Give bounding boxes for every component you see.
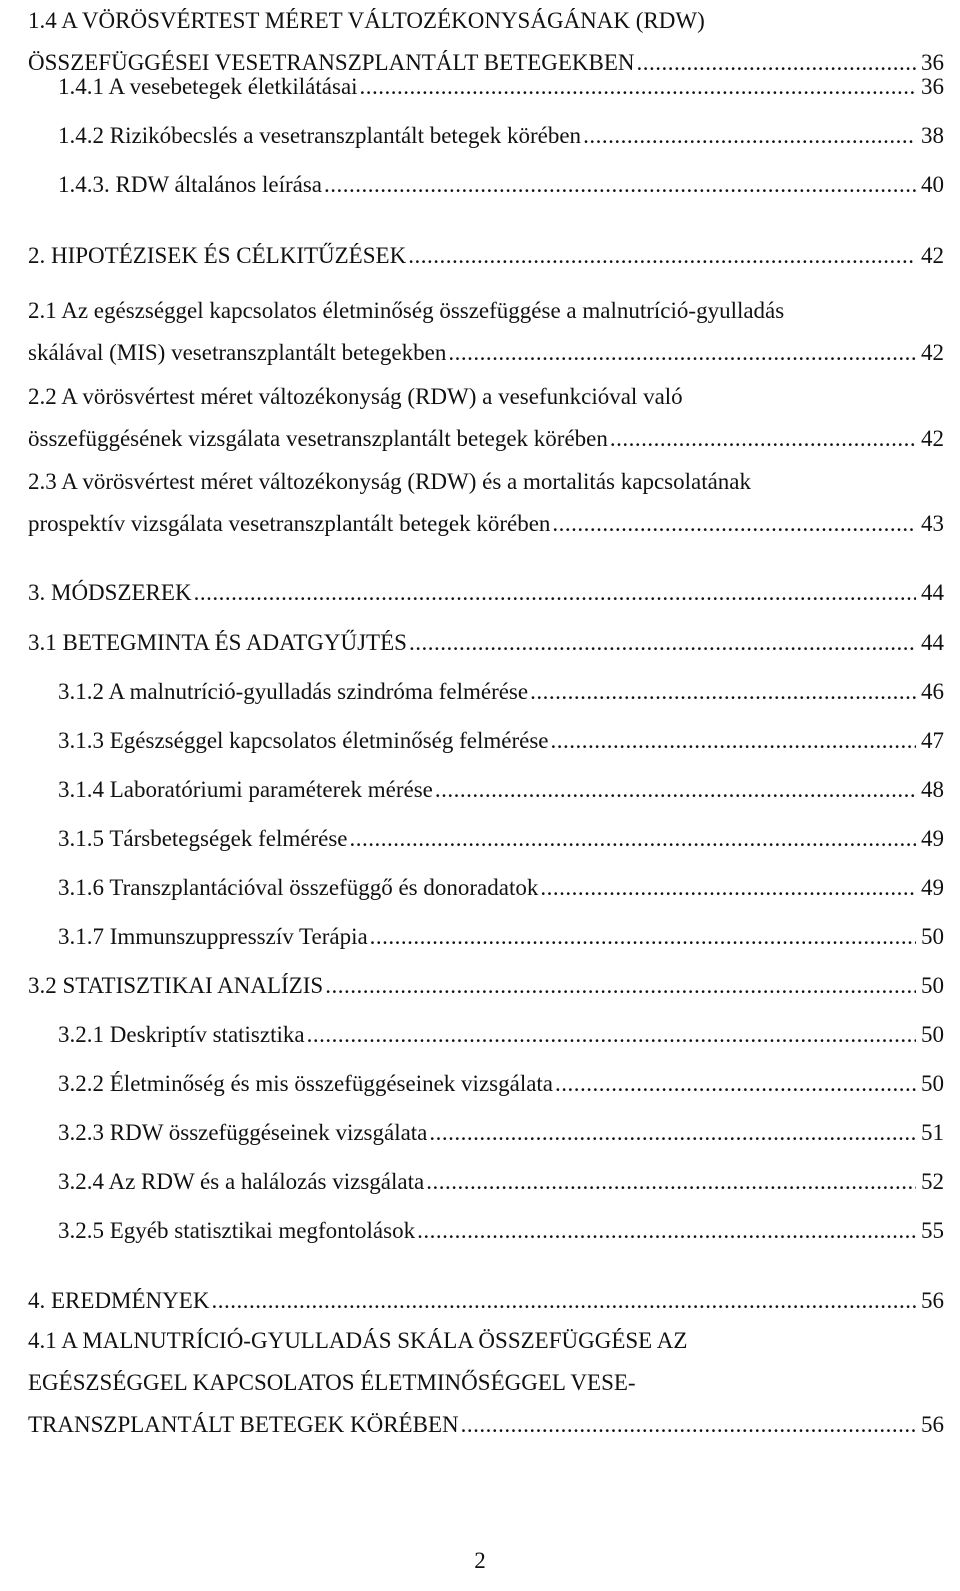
toc-page-number: 48 (921, 777, 944, 802)
toc-page-number: 36 (921, 50, 944, 75)
toc-page-number: 50 (921, 973, 944, 998)
toc-page-number: 44 (921, 580, 944, 605)
toc-entry[interactable] (28, 1280, 944, 1322)
page-number: 2 (474, 1548, 486, 1573)
dot-leader (429, 1112, 916, 1154)
toc-entry-title: TRANSZPLANTÁLT BETEGEK KÖRÉBEN (28, 1412, 459, 1437)
toc-entry-line (58, 66, 944, 108)
toc-page-number: 56 (921, 1412, 944, 1437)
dot-leader (552, 503, 916, 545)
dot-leader (540, 867, 916, 909)
toc-page-number: 42 (921, 243, 944, 268)
dot-leader (307, 1014, 916, 1056)
toc-entry-line (28, 572, 944, 614)
toc-entry-line (58, 916, 944, 958)
toc-entry[interactable] (58, 164, 944, 206)
toc-page-number: 44 (921, 630, 944, 655)
toc-entry[interactable] (58, 818, 944, 860)
toc-entry-line (58, 818, 944, 860)
toc-entry-line (58, 671, 944, 713)
toc-page-number: 50 (921, 1022, 944, 1047)
toc-entry-title: 3.1.7 Immunszuppresszív Terápia (58, 924, 368, 949)
dot-leader (461, 1404, 916, 1446)
toc-entry-title: 3.1.2 A malnutríció-gyulladás szindróma felmérése (58, 679, 529, 704)
toc-page-number: 51 (921, 1120, 944, 1145)
toc-entry-line (58, 769, 944, 811)
toc-entry[interactable] (58, 1210, 944, 1252)
dot-leader (325, 965, 916, 1007)
toc-entry-title: 3.2.1 Deskriptív statisztika (58, 1022, 305, 1047)
toc-entry-title: 3.2.3 RDW összefüggéseinek vizsgálata (58, 1120, 428, 1145)
toc-page-number: 50 (921, 924, 944, 949)
toc-page-number: 40 (921, 172, 944, 197)
dot-leader (555, 1063, 916, 1105)
toc-entry-title: 3.1.3 Egészséggel kapcsolatos életminőség felmérése (58, 728, 549, 753)
toc-entry[interactable] (58, 66, 944, 108)
toc-entry-title-line: 2.3 A vörösvértest méret változékonyság (RDW) és a mortalitás kapcsolatának (28, 469, 752, 494)
dot-leader (417, 1210, 916, 1252)
toc-entry[interactable] (58, 1161, 944, 1203)
toc-entry-line (58, 1014, 944, 1056)
toc-page-number: 43 (921, 511, 944, 536)
toc-entry-line (58, 1063, 944, 1105)
toc-entry-title: 3.1.4 Laboratóriumi paraméterek mérése (58, 777, 433, 802)
toc-entry[interactable] (28, 1320, 944, 1446)
toc-entry-title: prospektív vizsgálata vesetranszplantált betegek körében (28, 511, 551, 536)
dot-leader (408, 235, 916, 277)
toc-entry-title: 3.1.6 Transzplantációval összefüggő és donoradatok (58, 875, 539, 900)
toc-entry-line (58, 1112, 944, 1154)
toc-entry-title: összefüggésének vizsgálata vesetranszplantált betegek körében (28, 426, 608, 451)
toc-entry-title: 3.2 STATISZTIKAI ANALÍZIS (28, 973, 324, 998)
toc-entry-title: 3.1 BETEGMINTA ÉS ADATGYŰJTÉS (28, 630, 407, 655)
toc-entry[interactable] (58, 1063, 944, 1105)
toc-entry[interactable] (58, 1014, 944, 1056)
toc-entry-title: 3.2.2 Életminőség és mis összefüggéseinek vizsgálata (58, 1071, 554, 1096)
toc-page-number: 56 (921, 1288, 944, 1313)
dot-leader (211, 1280, 916, 1322)
toc-entry-title-line: 2.2 A vörösvértest méret változékonyság (RDW) a vesefunkcióval való (28, 384, 683, 409)
toc-entry[interactable] (28, 461, 944, 545)
toc-page-number: 49 (921, 875, 944, 900)
toc-entry-title: skálával (MIS) vesetranszplantált betegekben (28, 340, 447, 365)
toc-entry[interactable] (58, 867, 944, 909)
toc-entry-line (28, 622, 944, 664)
toc-entry[interactable] (58, 1112, 944, 1154)
dot-leader (435, 769, 916, 811)
toc-entry-line (58, 867, 944, 909)
dot-leader (426, 1161, 916, 1203)
toc-entry-title: 1.4.1 A vesebetegek életkilátásai (58, 74, 358, 99)
toc-entry-title: 1.4.3. RDW általános leírása (58, 172, 323, 197)
toc-entry-line (28, 965, 944, 1007)
toc-entry-title: 3. MÓDSZEREK (28, 580, 192, 605)
dot-leader (194, 572, 916, 614)
toc-entry-title-line: 1.4 A VÖRÖSVÉRTEST MÉRET VÁLTOZÉKONYSÁGÁNAK (RDW) (28, 8, 705, 33)
toc-entry-line (58, 1161, 944, 1203)
toc-entry-line (58, 720, 944, 762)
toc-entry-title: ÖSSZEFÜGGÉSEI VESETRANSZPLANTÁLT BETEGEKBEN (28, 50, 635, 75)
toc-entry[interactable] (58, 720, 944, 762)
dot-leader (551, 720, 916, 762)
toc-entry-line (28, 1404, 944, 1446)
toc-entry-line (58, 164, 944, 206)
dot-leader (530, 671, 916, 713)
toc-entry-line (28, 332, 944, 374)
toc-entry[interactable] (28, 572, 944, 614)
toc-entry-line (58, 115, 944, 157)
toc-entry[interactable] (28, 376, 944, 460)
toc-entry-title-line: 2.1 Az egészséggel kapcsolatos életminőség összefüggése a malnutríció-gyulladás (28, 298, 785, 323)
toc-entry-line (28, 418, 944, 460)
dot-leader (583, 115, 916, 157)
dot-leader (350, 818, 916, 860)
toc-entry[interactable] (58, 916, 944, 958)
toc-entry[interactable] (58, 671, 944, 713)
toc-entry-title: 2. HIPOTÉZISEK ÉS CÉLKITŰZÉSEK (28, 243, 407, 268)
toc-entry-title: 3.1.5 Társbetegségek felmérése (58, 826, 348, 851)
toc-page-number: 46 (921, 679, 944, 704)
toc-entry[interactable] (28, 965, 944, 1007)
toc-entry-line (58, 1210, 944, 1252)
toc-page-number: 49 (921, 826, 944, 851)
dot-leader (448, 332, 916, 374)
toc-entry-line (28, 235, 944, 277)
toc-entry-title: 3.2.4 Az RDW és a halálozás vizsgálata (58, 1169, 425, 1194)
dot-leader (370, 916, 916, 958)
toc-entry-title-line: 4.1 A MALNUTRÍCIÓ-GYULLADÁS SKÁLA ÖSSZEFÜGGÉSE AZ (28, 1328, 688, 1353)
dot-leader (409, 622, 916, 664)
toc-page-number: 50 (921, 1071, 944, 1096)
toc-entry-title: 3.2.5 Egyéb statisztikai megfontolások (58, 1218, 416, 1243)
toc-entry-title: 1.4.2 Rizikóbecslés a vesetranszplantált betegek körében (58, 123, 582, 148)
toc-page-number: 42 (921, 426, 944, 451)
toc-page-number: 42 (921, 340, 944, 365)
dot-leader (610, 418, 916, 460)
toc-page-number: 36 (921, 74, 944, 99)
toc-entry-title-line: EGÉSZSÉGGEL KAPCSOLATOS ÉLETMINŐSÉGGEL VESE- (28, 1370, 636, 1395)
toc-entry-line (28, 503, 944, 545)
toc-entry-title: 4. EREDMÉNYEK (28, 1288, 210, 1313)
toc-entry-line (28, 1280, 944, 1322)
toc-entry[interactable] (28, 622, 944, 664)
toc-page-number: 55 (921, 1218, 944, 1243)
toc-entry[interactable] (58, 115, 944, 157)
toc-entry[interactable] (58, 769, 944, 811)
dot-leader (360, 66, 916, 108)
toc-page-number: 52 (921, 1169, 944, 1194)
toc-entry[interactable] (28, 290, 944, 374)
dot-leader (324, 164, 916, 206)
toc-entry[interactable] (28, 235, 944, 277)
toc-page-number: 38 (921, 123, 944, 148)
toc-page-number: 47 (921, 728, 944, 753)
